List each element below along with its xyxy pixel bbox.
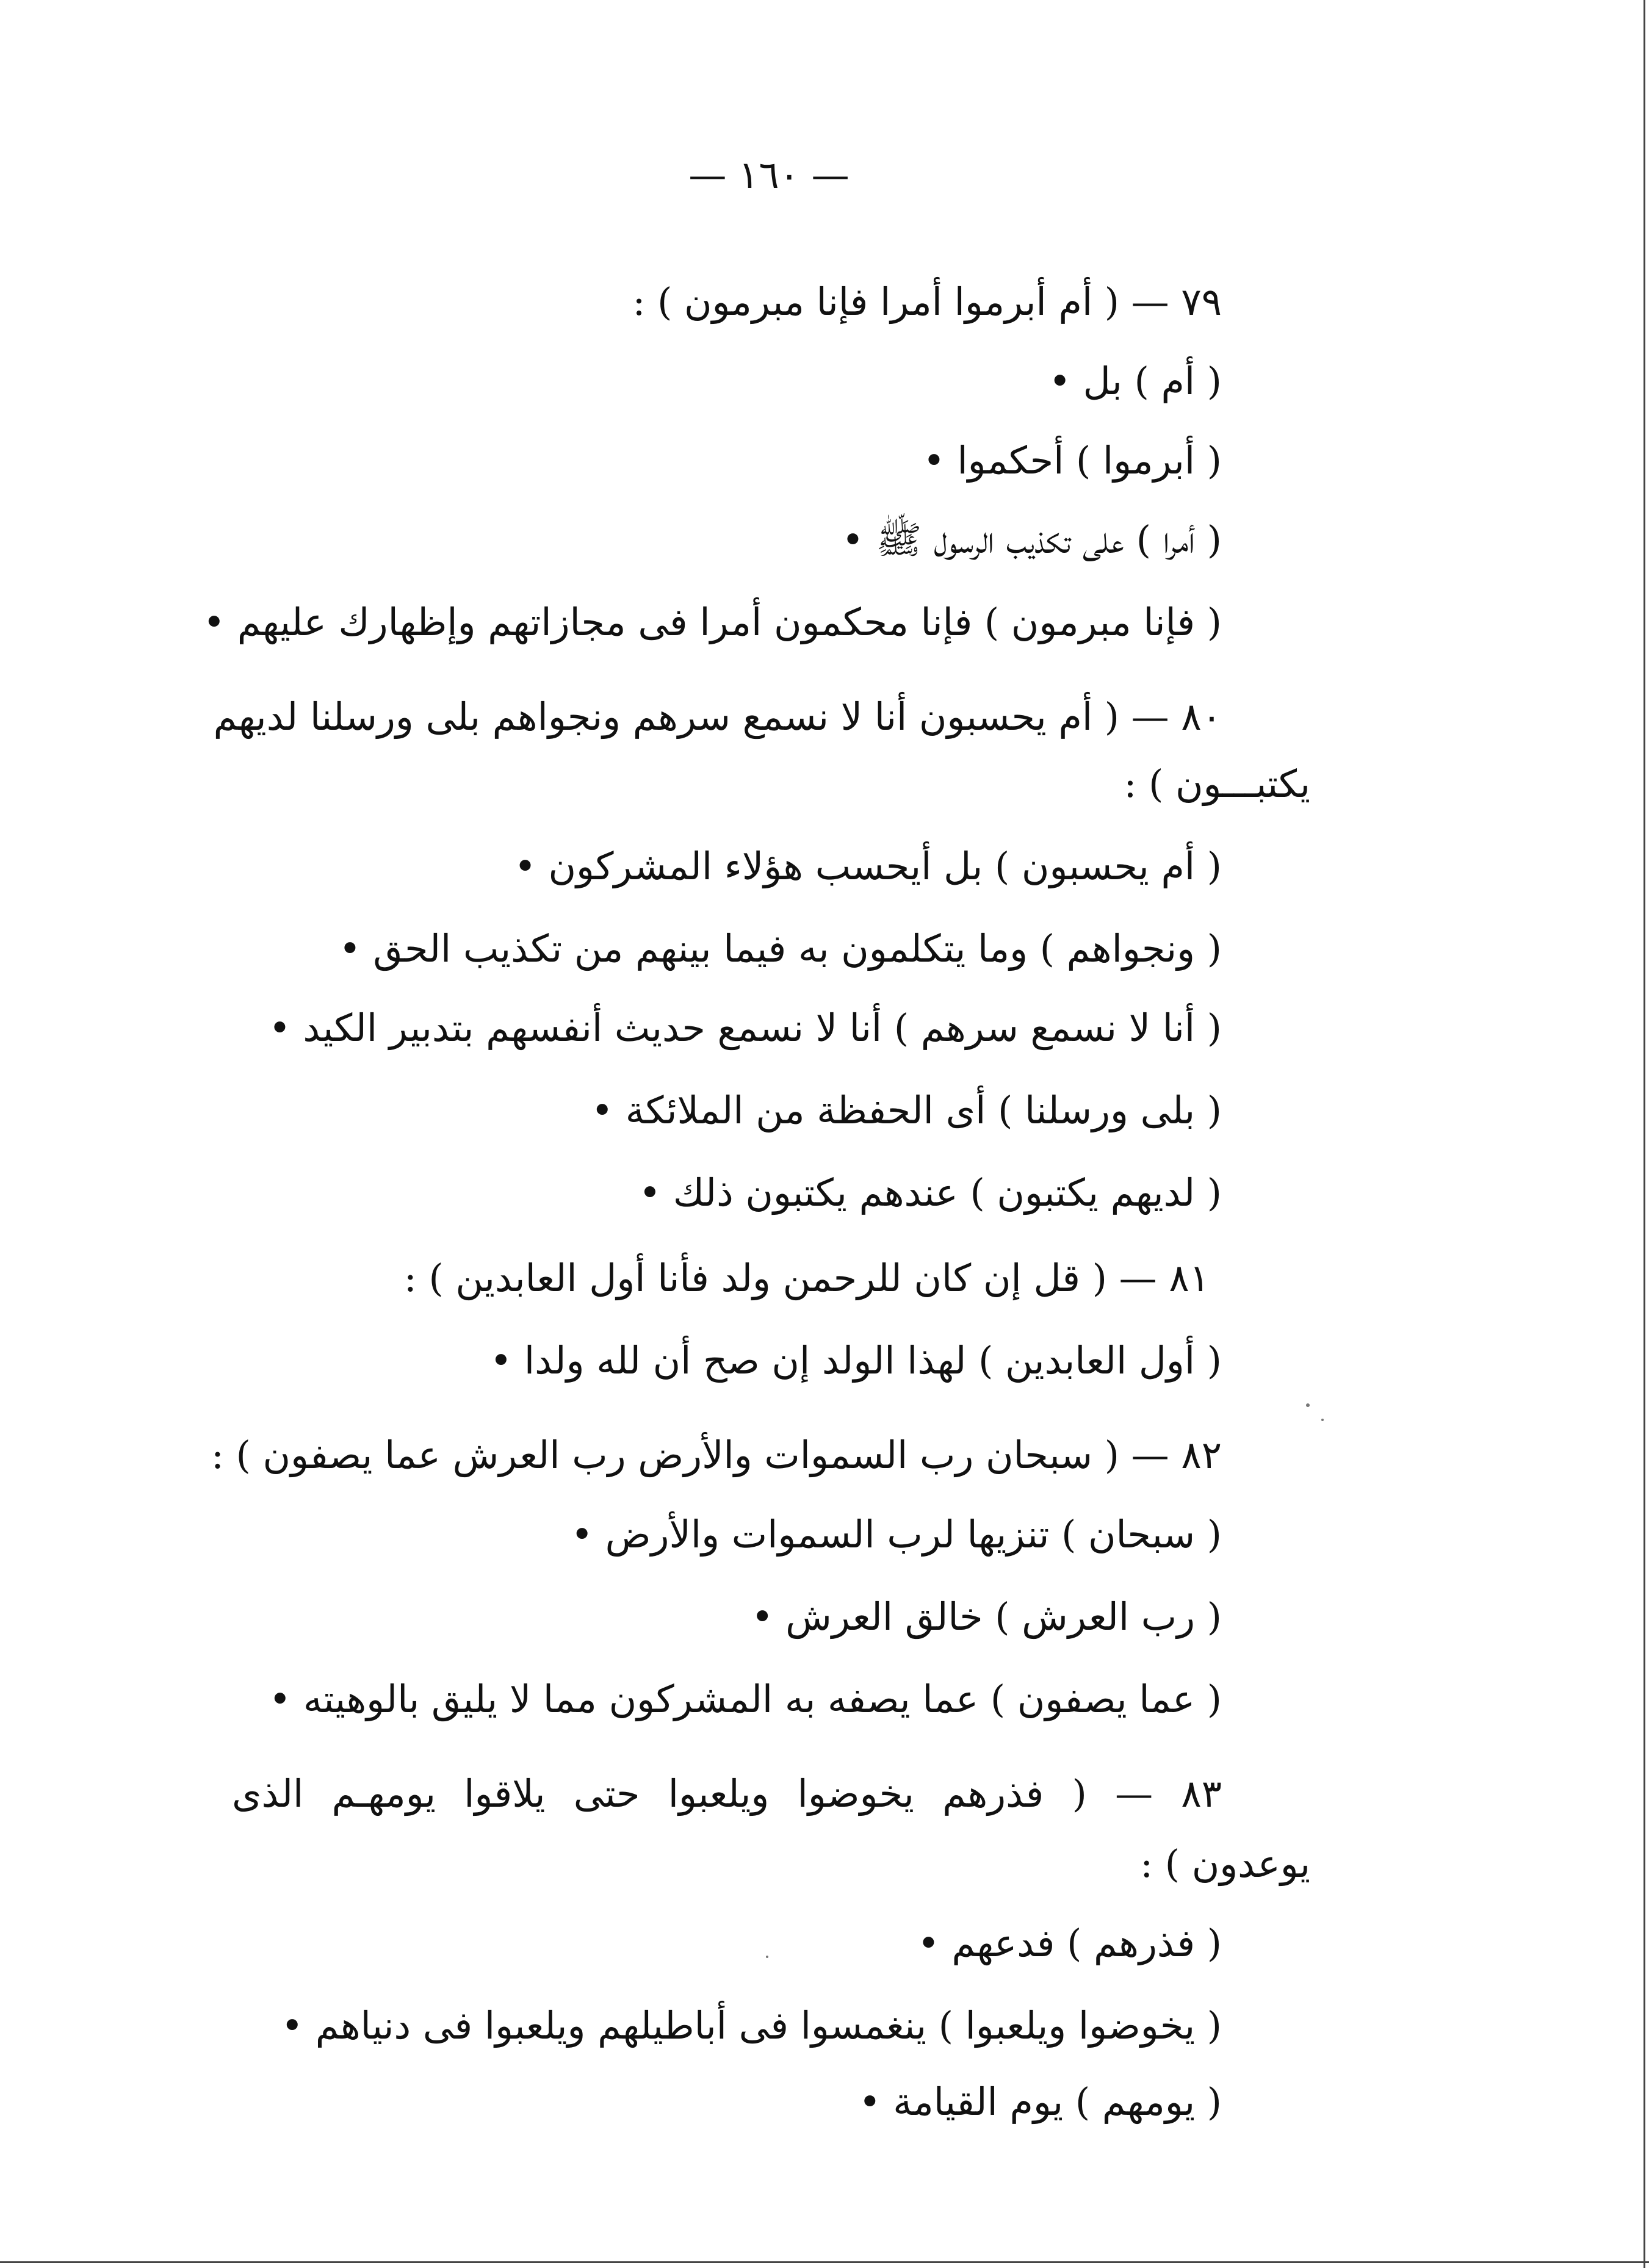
gloss-line: ( رب العرش ) خالق العرش •	[751, 1594, 1222, 1639]
gloss-line: ( يخوضوا ويلعبوا ) ينغمسوا فى أباطيلهم ويلعبوا فى دنياهم •	[281, 2003, 1222, 2048]
gloss-line: ( ونجواهم ) وما يتكلمون به فيما بينهم من تكذيب الحق •	[339, 926, 1222, 971]
scan-speck	[766, 1956, 768, 1958]
gloss-line: ( عما يصفون ) عما يصفه به المشركون مما لا يليق بالوهيته •	[269, 1677, 1222, 1721]
verse-82-heading: ٨٢ — ( سبحان رب السموات والأرض رب العرش عما يصفون ) :	[211, 1433, 1222, 1477]
verse-83-heading-continued: يوعدون ) :	[1140, 1841, 1310, 1886]
gloss-line: ( فإنا مبرمون ) فإنا محكمون أمرا فى مجازاتهم وإظهارك عليهم •	[203, 600, 1222, 644]
gloss-line: ( فذرهم ) فدعهم •	[917, 1921, 1222, 1965]
gloss-line: ( أم ) بل •	[1048, 359, 1222, 403]
gloss-line: ( أنا لا نسمع سرهم ) أنا لا نسمع حديث أنفسهم بتدبير الكيد •	[269, 1006, 1222, 1050]
page-number: — ١٦٠ —	[688, 153, 850, 197]
verse-80-heading: ٨٠ — ( أم يحسبون أنا لا نسمع سرهم ونجواهم بلى ورسلنا لديهم	[213, 694, 1222, 739]
gloss-line: ( سبحان ) تنزيها لرب السموات والأرض •	[571, 1512, 1222, 1557]
gloss-line: ( أم يحسبون ) بل أيحسب هؤلاء المشركون •	[514, 844, 1222, 888]
gloss-line: ( أمرا ) على تكذيب الرسول ﷺ •	[842, 517, 1222, 562]
verse-83-heading: ٨٣ — ( فذرهم يخوضوا ويلعبوا حتى يلاقوا يومهـم الذى	[232, 1771, 1222, 1816]
gloss-line: ( بلى ورسلنا ) أى الحفظة من الملائكة •	[591, 1088, 1222, 1132]
gloss-line: ( أول العابدين ) لهذا الولد إن صح أن لله ولدا •	[489, 1338, 1222, 1383]
verse-80-heading-continued: يكتبـــون ) :	[1124, 761, 1310, 806]
scan-speck	[1321, 1419, 1324, 1421]
gloss-line: ( يومهم ) يوم القيامة •	[858, 2079, 1222, 2124]
scan-speck	[1306, 1403, 1310, 1407]
gloss-line: ( لديهم يكتبون ) عندهم يكتبون ذلك •	[638, 1170, 1222, 1215]
verse-81-heading: ٨١ — ( قل إن كان للرحمن ولد فأنا أول العابدين ) :	[403, 1256, 1210, 1300]
gloss-line: ( أبرموا ) أحكموا •	[923, 438, 1222, 483]
verse-79-heading: ٧٩ — ( أم أبرموا أمرا فإنا مبرمون ) :	[632, 279, 1222, 324]
